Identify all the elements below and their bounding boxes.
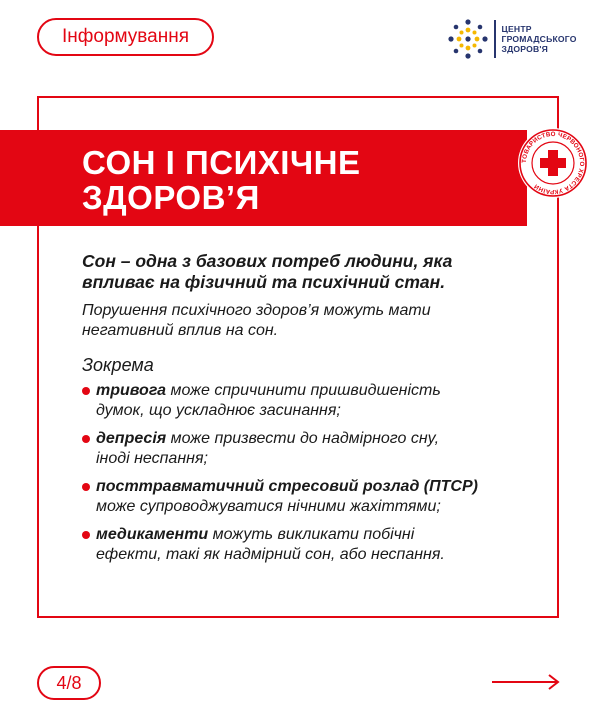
list-item xyxy=(82,525,542,565)
list-item-term: тривога xyxy=(96,382,167,399)
page-title-line2: ЗДОРОВ’Я xyxy=(82,179,260,216)
list-item-term: посттравматичний стресовий розлад (ПТСР) xyxy=(96,478,478,495)
page-indicator-label: 4/8 xyxy=(56,672,82,693)
lead-text xyxy=(82,251,542,293)
lead-line2: впливає на фізичний та психічний стан. xyxy=(82,272,446,292)
list-item xyxy=(82,429,542,469)
sub-line2: негативний вплив на сон. xyxy=(82,322,279,339)
lead-line1: Сон – одна з базових потреб людини, яка xyxy=(82,251,453,271)
list-item xyxy=(82,381,542,421)
logo-divider xyxy=(494,20,496,58)
list-item-term: медикаменти xyxy=(96,526,209,543)
page-title-line1: СОН І ПСИХІЧНЕ xyxy=(82,144,361,181)
emblem-ring-text: ТОВАРИСТВО ЧЕРВОНОГО ХРЕСТА УКРАЇНИ xyxy=(520,130,586,196)
list-item-term: депресія xyxy=(96,430,167,447)
bullet-dot-icon xyxy=(82,531,90,539)
dots-circle-logo-icon xyxy=(447,18,489,60)
page-indicator xyxy=(37,666,101,700)
sub-line1: Порушення психічного здоров’я можуть мати xyxy=(82,302,431,319)
effects-list xyxy=(82,381,542,565)
list-item-text-line2: думок, що ускладнює засинання; xyxy=(96,402,341,419)
list-item-text: може спричинити пришвидшеність xyxy=(166,382,441,399)
logo-text-line3: ЗДОРОВ'Я xyxy=(501,44,549,54)
category-tag xyxy=(37,18,214,56)
page-title xyxy=(82,145,502,215)
category-tag-label: Інформування xyxy=(61,26,190,47)
red-cross-emblem xyxy=(516,126,590,200)
bullet-dot-icon xyxy=(82,435,90,443)
list-item xyxy=(82,477,542,517)
bullet-dot-icon xyxy=(82,387,90,395)
section-title: Зокрема xyxy=(82,355,154,375)
list-item-text-line2: іноді неспання; xyxy=(96,450,208,467)
bullet-dot-icon xyxy=(82,483,90,491)
main-content xyxy=(82,251,542,573)
public-health-center-logo xyxy=(447,16,587,62)
sub-text xyxy=(82,301,542,341)
logo-text-line1: ЦЕНТР xyxy=(501,24,532,34)
list-item-text-line2: ефекти, такі як надмірний сон, або неспання. xyxy=(96,546,445,563)
logo-text-line2: ГРОМАДСЬКОГО xyxy=(501,34,577,44)
list-item-text: можуть викликати побічні xyxy=(208,526,415,543)
list-item-text-line2: може супроводжуватися нічними жахіттями; xyxy=(96,498,441,515)
arrow-right-icon[interactable] xyxy=(491,672,561,692)
list-item-text: може призвести до надмірного сну, xyxy=(166,430,440,447)
logo-text xyxy=(502,24,577,54)
